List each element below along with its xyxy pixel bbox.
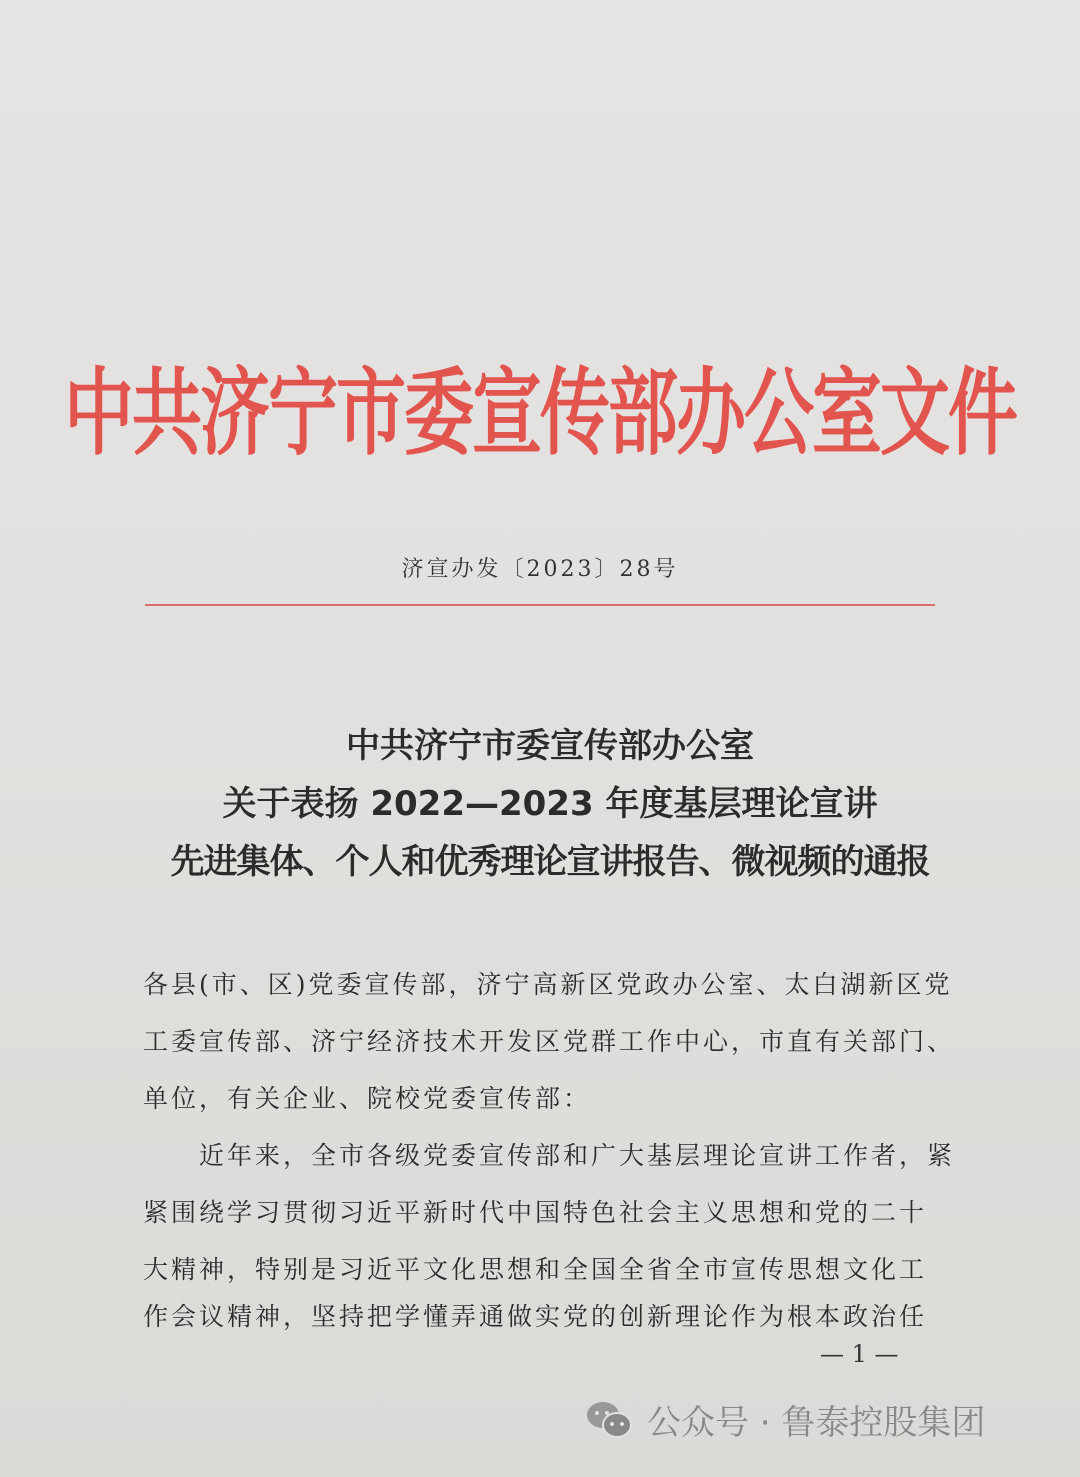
body-line-3: 大精神，特别是习近平文化思想和全国全省全市宣传思想文化工 [143, 1255, 928, 1284]
document-number: 济宣办发〔2023〕28号 [401, 557, 679, 582]
body-line-4: 作会议精神，坚持把学懂弄通做实党的创新理论作为根本政治任 [143, 1302, 928, 1331]
title-line-1: 中共济宁市委宣传部办公室 [346, 726, 754, 766]
masthead-title: 中共济宁市委宣传部办公室文件 [64, 357, 1016, 468]
wechat-icon [585, 1400, 633, 1440]
red-divider [145, 604, 935, 606]
body-line-1: 近年来，全市各级党委宣传部和广大基层理论宣讲工作者，紧 [143, 1141, 956, 1170]
body-line-2: 紧围绕学习贯彻习近平新时代中国特色社会主义思想和党的二十 [143, 1198, 928, 1227]
watermark-label: 公众号 · 鲁泰控股集团 [647, 1403, 986, 1443]
title-line-2: 关于表扬 2022—2023 年度基层理论宣讲 [222, 784, 878, 824]
page-number: — 1 — [820, 1340, 899, 1368]
addressee-line-1: 各县(市、区)党委宣传部，济宁高新区党政办公室、太白湖新区党 [143, 970, 953, 999]
title-line-3: 先进集体、个人和优秀理论宣讲报告、微视频的通报 [170, 842, 930, 882]
watermark [585, 1395, 985, 1444]
addressee-line-2: 工委宣传部、济宁经济技术开发区党群工作中心，市直有关部门、 [143, 1027, 956, 1056]
addressee-line-3: 单位，有关企业、院校党委宣传部： [143, 1084, 592, 1113]
